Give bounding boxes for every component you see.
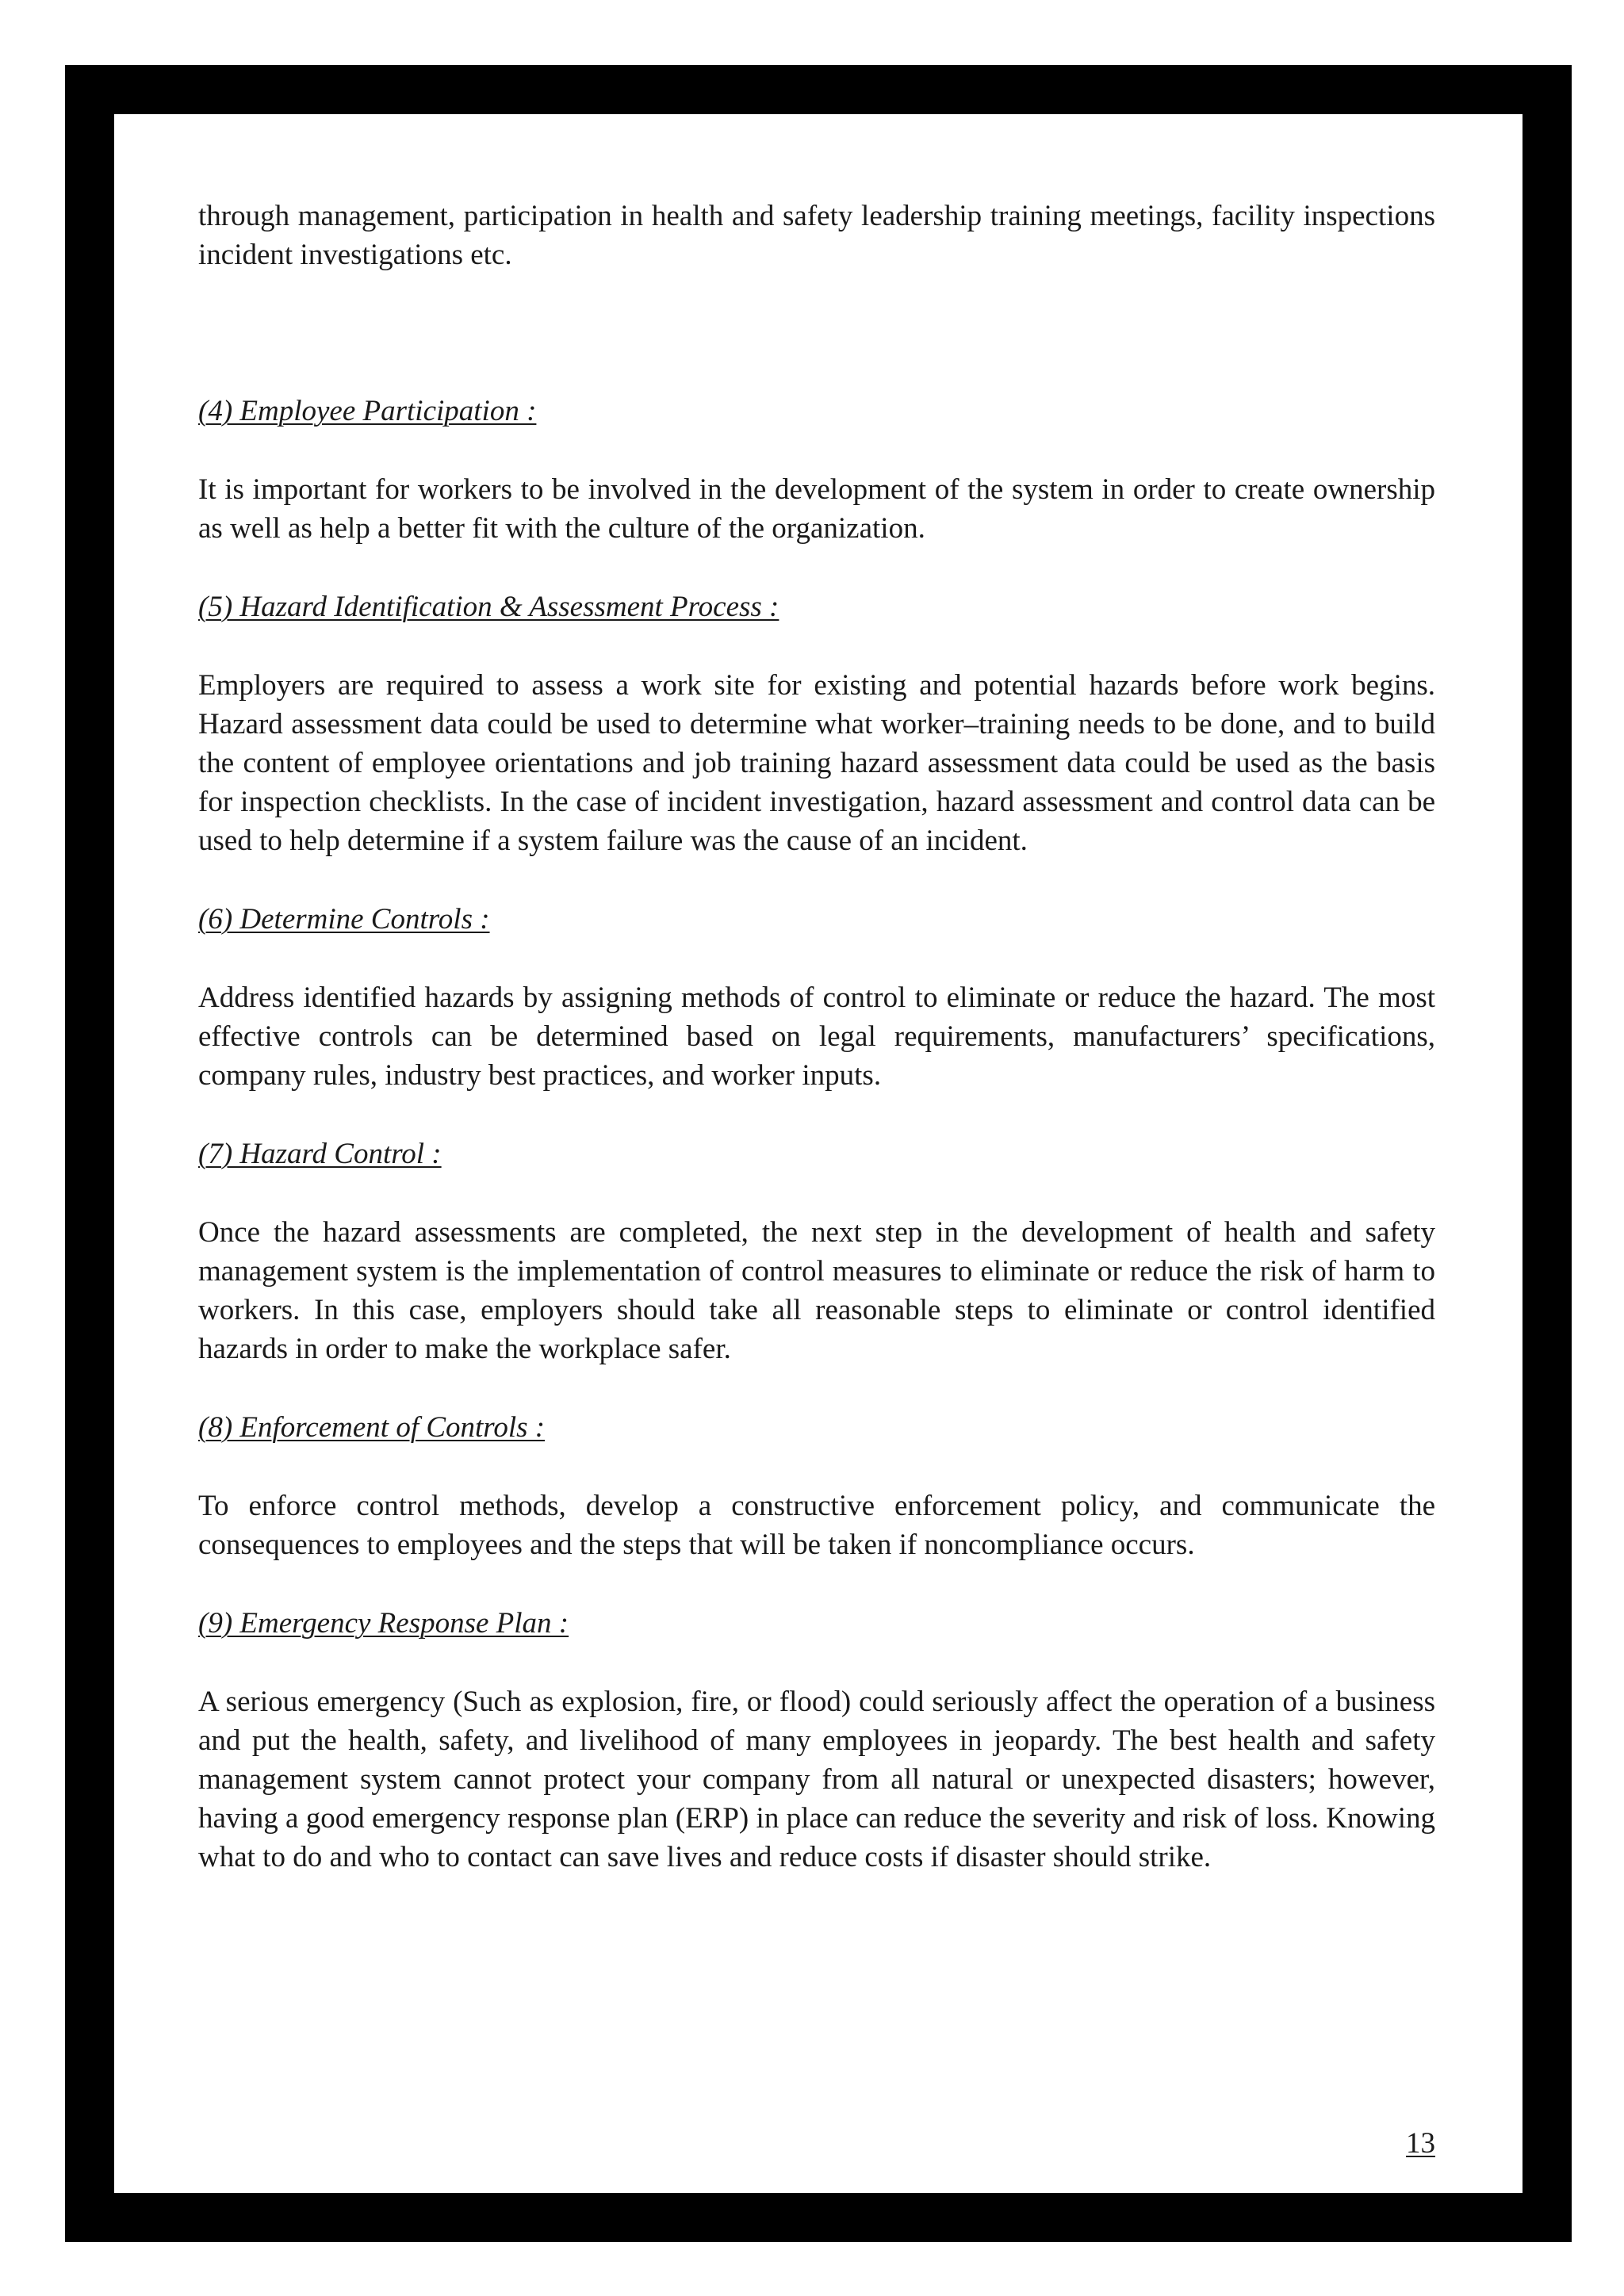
section-body-hazard-identification: Employers are required to assess a work site for existing and potential hazards before work begins. Hazard assessment data could be used to determine what worker–training needs to be done, and to build the content of employee orientations and job training hazard assessment data could be used as the basis for inspection checklists. In the case of incident investigation, hazard assessment and control data can be used to help determine if a system failure was the cause of an incident. bbox=[198, 669, 1435, 857]
page-number: 13 bbox=[1406, 2127, 1435, 2160]
section-heading-employee-participation: (4) Employee Participation : bbox=[198, 395, 537, 427]
section-body-enforcement-of-controls: To enforce control methods, develop a constructive enforcement policy, and communicate the consequences to employees and the steps that will be taken if noncompliance occurs. bbox=[198, 1490, 1435, 1561]
section-body-emergency-response-plan: A serious emergency (Such as explosion, fire, or flood) could seriously affect the operation of a business and put the health, safety, and livelihood of many employees in jeopardy. The best health and safety management system cannot protect your company from all natural or unexpected disasters; however, having a good emergency response plan (ERP) in place can reduce the severity and risk of loss. Knowing what to do and who to contact can save lives and reduce costs if disaster should strike. bbox=[198, 1686, 1435, 1873]
section-body-employee-participation: It is important for workers to be involved in the development of the system in order to create ownership as well as help a better fit with the culture of the organization. bbox=[198, 473, 1435, 545]
section-heading-emergency-response-plan: (9) Emergency Response Plan : bbox=[198, 1607, 569, 1640]
section-heading-hazard-identification: (5) Hazard Identification & Assessment Process : bbox=[198, 591, 779, 623]
section-heading-hazard-control: (7) Hazard Control : bbox=[198, 1138, 442, 1170]
document-body bbox=[198, 197, 1435, 1877]
section-heading-determine-controls: (6) Determine Controls : bbox=[198, 903, 490, 936]
section-body-determine-controls: Address identified hazards by assigning methods of control to eliminate or reduce the hazard. The most effective controls can be determined based on legal requirements, manufacturers’ specifications, company rules, industry best practices, and worker inputs. bbox=[198, 982, 1435, 1092]
section-heading-enforcement-of-controls: (8) Enforcement of Controls : bbox=[198, 1411, 546, 1444]
intro-paragraph: through management, participation in health and safety leadership training meetings, facility inspections incident investigations etc. bbox=[198, 200, 1435, 271]
section-body-hazard-control: Once the hazard assessments are completed, the next step in the development of health and safety management system is the implementation of control measures to eliminate or reduce the risk of harm to workers. In this case, employers should take all reasonable steps to eliminate or control identified hazards in order to make the workplace safer. bbox=[198, 1216, 1435, 1365]
